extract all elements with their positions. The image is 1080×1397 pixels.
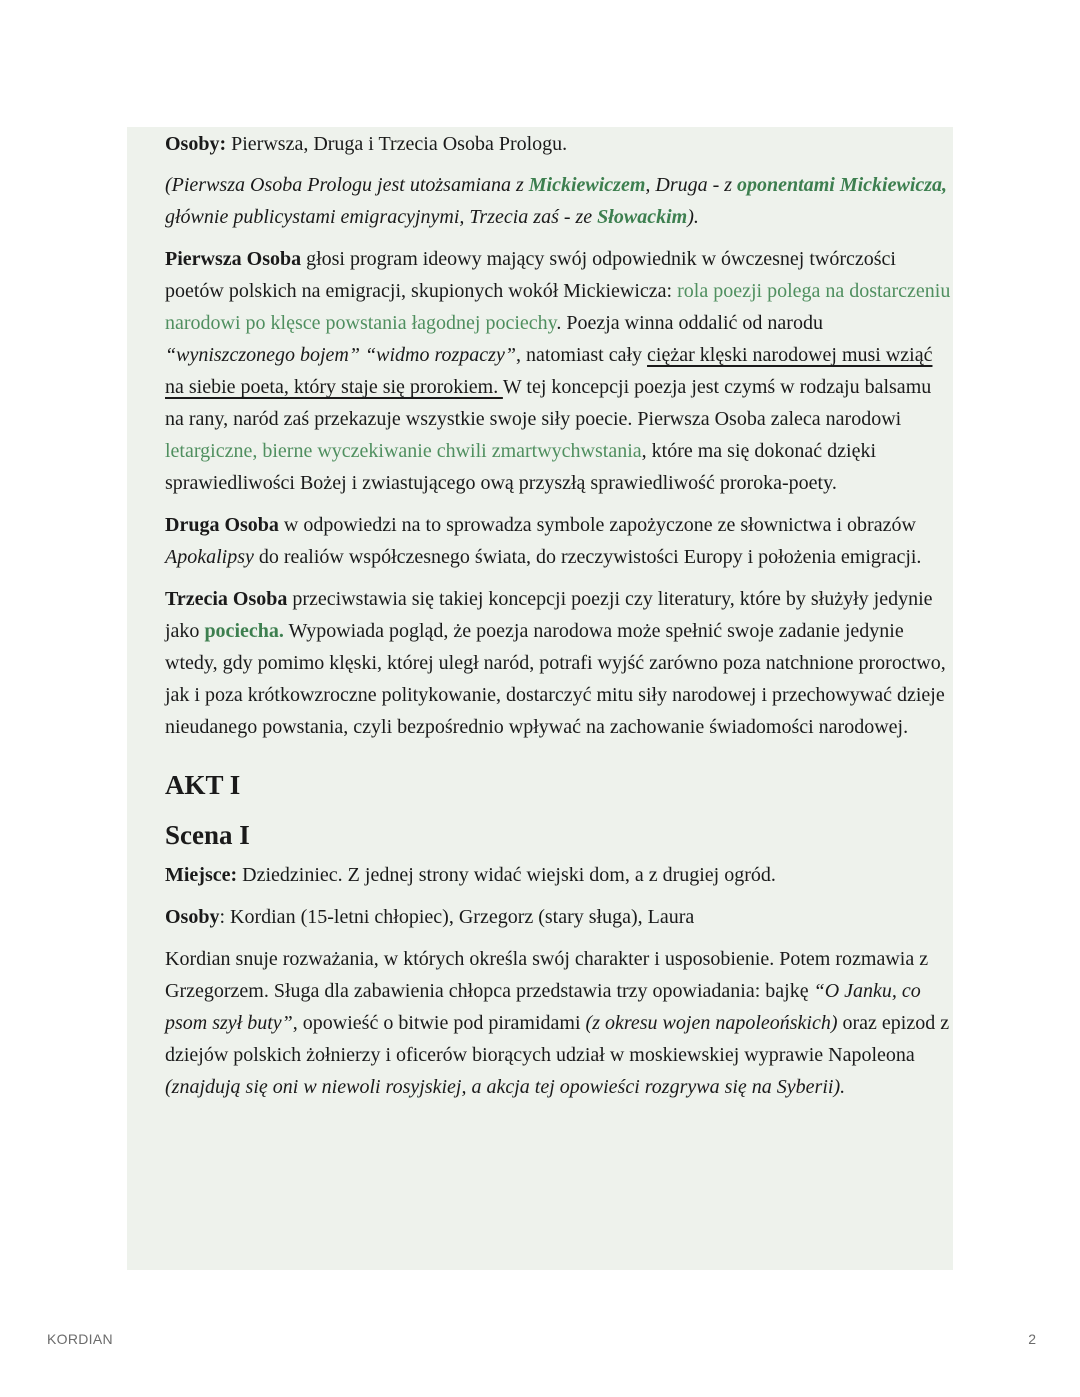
note-close: ). [687, 206, 699, 228]
p2-apokalipsy: Apokalipsy [165, 546, 254, 568]
heading-akt: AKT I [165, 770, 241, 800]
p3-t1: przeciwstawia się takiej koncepcji poezji czy literatury, które by służyły jedynie jako [165, 588, 933, 642]
note-text [165, 174, 947, 228]
scene-summary [165, 943, 955, 1103]
p1-green-1: rola poezji polega na dostarczeniu narodowi po klęsce powstania łagodnej pociechy [165, 280, 951, 334]
prolog-osoby [165, 128, 955, 160]
p2-t1: w odpowiedzi na to sprowadza symbole zapożyczone ze słownictwa i obrazów [278, 514, 916, 536]
osoby-text: Pierwsza, Druga i Trzecia Osoba Prologu. [226, 133, 568, 155]
p1-t5: , które ma się dokonać dzięki sprawiedliwości Bożej i zwiastującego ową przyszłą sprawiedliwość proroka-poety. [165, 440, 877, 494]
s-t2: , opowieść o bitwie pod piramidami [292, 1012, 586, 1034]
note-slowacki: Słowackim [597, 206, 688, 228]
s-janko: “O Janku, co psom szył buty” [165, 980, 921, 1034]
scene-osoby [165, 901, 955, 933]
paragraph-pierwsza-osoba [165, 243, 955, 499]
page-content [165, 128, 955, 1113]
scene-osoby-text: : Kordian (15-letni chłopiec), Grzegorz (stary sługa), Laura [219, 906, 695, 928]
prolog-note [165, 169, 955, 233]
page-number: 2 [1028, 1331, 1036, 1347]
p2-t2: do realiów współczesnego świata, do rzeczywistości Europy i położenia emigracji. [253, 546, 922, 568]
p1-green-2: letargiczne, bierne wyczekiwanie chwili zmartwychwstania [165, 440, 642, 462]
note-mickiewicz-1: Mickiewiczem [528, 174, 646, 196]
paragraph-trzecia-osoba [165, 583, 955, 743]
note-t2: głównie publicystami emigracyjnymi, Trzecia zaś - ze [165, 206, 598, 228]
p1-quote: “wyniszczonego bojem” “widmo rozpaczy” [165, 344, 516, 366]
p1-t1: głosi program ideowy mający swój odpowiednik w ówczesnej twórczości poetów polskich na emigracji, skupionych wokół Mickiewicza: [165, 248, 896, 302]
note-oponentami: oponentami [737, 174, 835, 196]
p3-t2: Wypowiada pogląd, że poezja narodowa może spełnić swoje zadanie jedynie wtedy, gdy pomimo klęski, której uległ naród, potrafi wyjść zarówno poza natchnione proroctwo, jak i poza krótkowzroczne politykowanie, dostarczyć mitu siły narodowej i przechowywać dzieje nieudanego powstania, czyli bezpośrednio wpływać na zachowanie świadomości narodowej. [165, 620, 946, 738]
footer-title: KORDIAN [47, 1331, 113, 1347]
p3-pociecha: pociecha. [204, 620, 284, 642]
miejsce-label: Miejsce: [165, 864, 238, 886]
s-syberia: (znajdują się oni w niewoli rosyjskiej, a akcja tej opowieści rozgrywa się na Syberii). [165, 1076, 846, 1098]
p1-t3: , natomiast cały [515, 344, 648, 366]
paragraph-druga-osoba [165, 509, 955, 573]
miejsce-text: Dziedziniec. Z jednej strony widać wiejski dom, a z drugiej ogród. [237, 864, 776, 886]
p1-t4: W tej koncepcji poezja jest czymś w rodzaju balsamu na rany, naród zaś przekazuje wszystkie swoje siły poecie. Pierwsza Osoba zaleca narodowi [165, 376, 932, 430]
note-mickiewicza-2: Mickiewicza, [839, 174, 948, 196]
note-t1: , Druga - z [645, 174, 738, 196]
note-open: (Pierwsza Osoba Prologu jest utożsamiana z [165, 174, 529, 196]
heading-scena: Scena I [165, 820, 250, 850]
osoby-label: Osoby: [165, 133, 227, 155]
s-napoleon: (z okresu wojen napoleońskich) [585, 1012, 838, 1034]
s-t3: oraz epizod z dziejów polskich żołnierzy i oficerów biorących udział w moskiewskiej wyprawie Napoleona [165, 1012, 950, 1066]
p2-bold: Druga Osoba [165, 514, 279, 536]
p1-t2: . Poezja winna oddalić od narodu [556, 312, 823, 334]
scene-osoby-label: Osoby [165, 906, 220, 928]
scene-miejsce [165, 859, 955, 891]
p1-bold: Pierwsza Osoba [165, 248, 302, 270]
p3-bold: Trzecia Osoba [165, 588, 288, 610]
s-t1: Kordian snuje rozważania, w których określa swój charakter i usposobienie. Potem rozmawia z Grzegorzem. Sługa dla zabawienia chłopca przedstawia trzy opowiadania: bajkę [165, 948, 929, 1002]
p1-underlined: ciężar klęski narodowej musi wziąć na siebie poeta, który staje się prorokiem. [165, 344, 933, 398]
